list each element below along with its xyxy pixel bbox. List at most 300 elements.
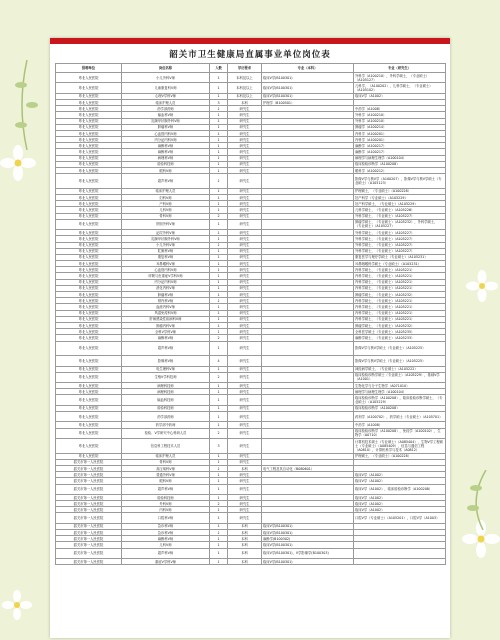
headcount-cell: 1 xyxy=(210,395,228,405)
headcount-cell: 1 xyxy=(210,236,228,242)
headcount-cell: 1 xyxy=(210,478,228,484)
unit-cell: 粤北人民医院 xyxy=(56,83,122,93)
undergrad-major-cell: 临床V学(B100301) xyxy=(262,83,354,93)
headcount-cell: 1 xyxy=(210,298,228,304)
post-name-cell: 高压氧科V师 xyxy=(122,465,210,471)
education-cell: 研究生 xyxy=(228,513,262,523)
headcount-cell: 1 xyxy=(210,383,228,389)
post-name-cell: 重症V学科V师 xyxy=(122,559,210,565)
undergrad-major-cell xyxy=(262,439,354,454)
headcount-cell: 1 xyxy=(210,73,228,83)
education-cell: 研究生 xyxy=(228,273,262,279)
headcount-cell: 4 xyxy=(210,356,228,366)
headcount-cell: 1 xyxy=(210,459,228,465)
education-cell: 研究生 xyxy=(228,366,262,372)
postgrad-major-cell: 内科学（A100201） xyxy=(354,137,446,143)
education-cell: 本科 xyxy=(228,536,262,542)
education-cell: 本科 xyxy=(228,559,262,565)
column-header: 专业（研究生） xyxy=(354,64,446,73)
post-name-cell: 心理V学科V师 xyxy=(122,93,210,99)
unit-cell: 粤北人民医院 xyxy=(56,254,122,260)
unit-cell: 粤北人民医院 xyxy=(56,285,122,291)
undergrad-major-cell xyxy=(262,428,354,438)
post-name-cell: 临床护理人员 xyxy=(122,99,210,105)
unit-cell: 粤北人民医院 xyxy=(56,174,122,189)
unit-cell: 粤北人民医院 xyxy=(56,412,122,422)
post-name-cell: 药学部中药师 xyxy=(122,422,210,428)
headcount-cell: 1 xyxy=(210,261,228,267)
education-cell: 研究生 xyxy=(228,106,262,112)
postgrad-major-cell: 影像V学与核V学硕士（专业硕士）（A105225） xyxy=(354,356,446,366)
leaf-decoration xyxy=(12,60,42,150)
post-name-cell: 麻醉科V师 xyxy=(122,536,210,542)
education-cell: 研究生 xyxy=(228,201,262,207)
headcount-cell: 1 xyxy=(210,273,228,279)
postgrad-major-cell xyxy=(354,548,446,558)
unit-cell: 粤北人民医院 xyxy=(56,372,122,382)
unit-cell: 韶关市第一人民医院 xyxy=(56,459,122,465)
postgrad-major-cell: 眼科学（A100212） xyxy=(354,168,446,174)
postgrad-major-cell: 外科学（A100210） xyxy=(354,118,446,124)
education-cell: 研究生 xyxy=(228,412,262,422)
unit-cell: 韶关市第一人民医院 xyxy=(56,494,122,500)
unit-cell: 粤北人民医院 xyxy=(56,73,122,83)
undergrad-major-cell xyxy=(262,341,354,356)
education-cell: 研究生 xyxy=(228,316,262,322)
headcount-cell: 1 xyxy=(210,405,228,411)
unit-cell: 粤北人民医院 xyxy=(56,298,122,304)
undergrad-major-cell: 临床V学(B100301) xyxy=(262,530,354,536)
headcount-cell: 1 xyxy=(210,230,228,236)
headcount-cell: 1 xyxy=(210,513,228,523)
headcount-cell: 1 xyxy=(210,188,228,194)
table-row xyxy=(56,548,446,558)
post-name-cell: 肾内科V师 xyxy=(122,298,210,304)
postgrad-major-cell: 口腔V学（专业硕士）（A105201），口腔V学（A1003） xyxy=(354,513,446,523)
column-header: 招聘单位 xyxy=(56,64,122,73)
post-name-cell: 小儿外科V师 xyxy=(122,73,210,83)
column-header: 人数 xyxy=(210,64,228,73)
unit-cell: 韶关市第一人民医院 xyxy=(56,548,122,558)
postgrad-major-cell: 肿瘤学硕士，（专业硕士）（A105232），外科学硕士，（专业硕士）（A105227） xyxy=(354,219,446,229)
headcount-cell: 1 xyxy=(210,292,228,298)
post-name-cell: 药学部药师 xyxy=(122,412,210,422)
education-cell: 研究生 xyxy=(228,494,262,500)
unit-cell: 粤北人民医院 xyxy=(56,112,122,118)
unit-cell: 粤北人民医院 xyxy=(56,161,122,167)
unit-cell: 粤北人民医院 xyxy=(56,267,122,273)
unit-cell: 粤北人民医院 xyxy=(56,118,122,124)
education-cell: 研究生 xyxy=(228,507,262,513)
headcount-cell: 1 xyxy=(210,523,228,529)
education-cell: 研究生 xyxy=(228,195,262,201)
postgrad-major-cell: 外科学硕士，（专业硕士）（A105227） xyxy=(354,230,446,236)
postgrad-major-cell: 麻醉学（A100217） xyxy=(354,149,446,155)
unit-cell: 粤北人民医院 xyxy=(56,149,122,155)
education-cell: 研究生 xyxy=(228,472,262,478)
unit-cell: 粤北人民医院 xyxy=(56,230,122,236)
postgrad-major-cell: 影像V学与核V学（A100207），影像V学与核V学硕士（专业硕士）（A105123） xyxy=(354,174,446,189)
post-name-cell: 泌尿外科V师 xyxy=(122,230,210,236)
postgrad-major-cell: 护理硕士，（专业硕士）（A100228） xyxy=(354,188,446,194)
headcount-cell: 1 xyxy=(210,484,228,494)
post-name-cell: 检验科技师 xyxy=(122,405,210,411)
post-name-cell: 麻醉科V师 xyxy=(122,149,210,155)
post-name-cell: 超声科V师 xyxy=(122,174,210,189)
table-row xyxy=(56,559,446,565)
headcount-cell: 1 xyxy=(210,219,228,229)
postgrad-major-cell: 临床检验诊断学（A100208），临床检验诊断学硕士，（专业硕士）（A105229） xyxy=(354,395,446,405)
postgrad-major-cell: 临床V学（A1002） xyxy=(354,472,446,478)
education-cell: 本科及以上 xyxy=(228,93,262,99)
unit-cell: 韶关市第一人民医院 xyxy=(56,465,122,471)
post-name-cell: 内科V师 xyxy=(122,507,210,513)
unit-cell: 粤北人民医院 xyxy=(56,383,122,389)
unit-cell: 粤北人民医院 xyxy=(56,124,122,130)
undergrad-major-cell: 临床V学(B100301) xyxy=(262,542,354,548)
postgrad-major-cell: 护理硕士，（专业硕士）（A100228） xyxy=(354,453,446,459)
post-name-cell: 病理科技师 xyxy=(122,389,210,395)
postgrad-major-cell: 临床V学（A1002） xyxy=(354,478,446,484)
education-cell: 本科 xyxy=(228,542,262,548)
post-name-cell: 内分泌内科V师 xyxy=(122,279,210,285)
flower-decoration-left xyxy=(0,145,36,181)
headcount-cell: 1 xyxy=(210,248,228,254)
unit-cell: 粤北人民医院 xyxy=(56,310,122,316)
headcount-cell: 2 xyxy=(210,213,228,219)
unit-cell: 粤北人民医院 xyxy=(56,201,122,207)
postgrad-major-cell: 临床V学（A1002） xyxy=(354,494,446,500)
education-cell: 研究生 xyxy=(228,459,262,465)
post-name-cell: 眼科V师 xyxy=(122,168,210,174)
postgrad-major-cell: 外科学硕士，（专业硕士）（A105227） xyxy=(354,213,446,219)
post-name-cell: 普通外科V师 xyxy=(122,472,210,478)
post-name-cell: 超声科V师 xyxy=(122,341,210,356)
postgrad-major-cell: 肿瘤学硕士，（专业硕士）（A105232） xyxy=(354,322,446,328)
postgrad-major-cell: 内科学（A100201） xyxy=(354,130,446,136)
post-name-cell: 检验科技师 xyxy=(122,161,210,167)
table-row xyxy=(56,513,446,523)
headcount-cell: 1 xyxy=(210,279,228,285)
unit-cell: 粤北人民医院 xyxy=(56,143,122,149)
post-name-cell: 肿瘤科V师 xyxy=(122,292,210,298)
education-cell: 研究生 xyxy=(228,356,262,366)
post-name-cell: 儿童康复科V师 xyxy=(122,83,210,93)
post-name-cell: 麻醉科V师 xyxy=(122,143,210,149)
post-name-cell: 急诊科V师 xyxy=(122,530,210,536)
post-name-cell: 全科V学科V师 xyxy=(122,329,210,335)
education-cell: 研究生 xyxy=(228,261,262,267)
flower-decoration-right xyxy=(466,270,498,302)
table-header-row xyxy=(56,64,446,73)
undergrad-major-cell xyxy=(262,395,354,405)
education-cell: 本科 xyxy=(228,548,262,558)
headcount-cell: 1 xyxy=(210,329,228,335)
education-cell: 本科 xyxy=(228,523,262,529)
post-name-cell: 输血科技师 xyxy=(122,395,210,405)
post-name-cell: 康复科V师 xyxy=(122,254,210,260)
post-name-cell: 临床护理人员 xyxy=(122,453,210,459)
table-row xyxy=(56,372,446,382)
education-cell: 研究生 xyxy=(228,267,262,273)
column-header: 学历要求 xyxy=(228,64,262,73)
headcount-cell: 1 xyxy=(210,201,228,207)
education-cell: 研究生 xyxy=(228,335,262,341)
education-cell: 研究生 xyxy=(228,118,262,124)
undergrad-major-cell xyxy=(262,174,354,189)
education-cell: 研究生 xyxy=(228,248,262,254)
postgrad-major-cell: 临床检验诊断学（A100208） xyxy=(354,161,446,167)
headcount-cell: 1 xyxy=(210,548,228,558)
postgrad-major-cell: 妇产科学硕士，（专业硕士）（A105229） xyxy=(354,201,446,207)
headcount-cell: 1 xyxy=(210,453,228,459)
education-cell: 研究生 xyxy=(228,155,262,161)
unit-cell: 粤北人民医院 xyxy=(56,207,122,213)
table-row xyxy=(56,174,446,189)
education-cell: 研究生 xyxy=(228,304,262,310)
unit-cell: 粤北人民医院 xyxy=(56,395,122,405)
postgrad-major-cell: 临床检验诊断学（A100208），免疫学（A100102），生物学（A0710） xyxy=(354,428,446,438)
unit-cell: 粤北人民医院 xyxy=(56,219,122,229)
undergrad-major-cell: 临床V学(B100301) xyxy=(262,559,354,565)
postgrad-major-cell: 内科学硕士，（专业硕士）（A105221） xyxy=(354,273,446,279)
postgrad-major-cell: 内科学硕士，（专业硕士）（A105221） xyxy=(354,279,446,285)
post-name-cell: 临床护理人员 xyxy=(122,188,210,194)
undergrad-major-cell: 临床V学(B100301) xyxy=(262,73,354,83)
unit-cell: 粤北人民医院 xyxy=(56,168,122,174)
post-name-cell: 乳腺甲状腺外科V师 xyxy=(122,236,210,242)
education-cell: 研究生 xyxy=(228,242,262,248)
post-name-cell: 输血科V师 xyxy=(122,112,210,118)
unit-cell: 粤北人民医院 xyxy=(56,335,122,341)
post-name-cell: 小儿外科V师 xyxy=(122,242,210,248)
education-cell: 研究生 xyxy=(228,329,262,335)
postgrad-major-cell: 内科学硕士，（专业硕士）（A105221） xyxy=(354,304,446,310)
headcount-cell: 1 xyxy=(210,465,228,471)
education-cell: 研究生 xyxy=(228,254,262,260)
post-name-cell: 口腔科V师 xyxy=(122,513,210,523)
headcount-cell: 1 xyxy=(210,310,228,316)
headcount-cell: 1 xyxy=(210,242,228,248)
education-cell: 研究生 xyxy=(228,439,262,454)
headcount-cell: 1 xyxy=(210,507,228,513)
post-name-cell: 病理科V师 xyxy=(122,155,210,161)
education-cell: 研究生 xyxy=(228,230,262,236)
headcount-cell: 1 xyxy=(210,143,228,149)
post-name-cell: 肝病感染性疾病科V师 xyxy=(122,316,210,322)
education-cell: 研究生 xyxy=(228,207,262,213)
headcount-cell: 1 xyxy=(210,124,228,130)
undergrad-major-cell: 电气工程及其自动化（B080601） xyxy=(262,465,354,471)
headcount-cell: 1 xyxy=(210,168,228,174)
post-name-cell: 乳腺甲状腺外科V师 xyxy=(122,118,210,124)
headcount-cell: 1 xyxy=(210,366,228,372)
postgrad-major-cell: 中药学（A1008） xyxy=(354,422,446,428)
postgrad-major-cell: 儿科学，（A100202），儿科学硕士，（专业硕士）（A105102） xyxy=(354,83,446,93)
unit-cell: 粤北人民医院 xyxy=(56,439,122,454)
undergrad-major-cell: 临床V学(B100301) xyxy=(262,93,354,99)
education-cell: 研究生 xyxy=(228,174,262,189)
postgrad-major-cell: 外科学硕士，（专业硕士）（A105227） xyxy=(354,236,446,242)
education-cell: 研究生 xyxy=(228,188,262,194)
postgrad-major-cell: 外科学（A100210） xyxy=(354,112,446,118)
postgrad-major-cell: 临床检验诊断学（A100208） xyxy=(354,405,446,411)
table-row xyxy=(56,356,446,366)
unit-cell: 粤北人民医院 xyxy=(56,155,122,161)
table-row xyxy=(56,439,446,454)
undergrad-major-cell xyxy=(262,412,354,422)
postgrad-major-cell: 药剂学（A100702），药学硕士（专业硕士）（A105701） xyxy=(354,412,446,422)
education-cell: 本科及以上 xyxy=(228,73,262,83)
postgrad-major-cell: 儿科学硕士，（专业硕士）（A105226） xyxy=(354,207,446,213)
headcount-cell: 1 xyxy=(210,494,228,500)
headcount-cell: 1 xyxy=(210,285,228,291)
leaf-decoration-right xyxy=(458,470,488,530)
unit-cell: 粤北人民医院 xyxy=(56,356,122,366)
unit-cell: 韶关市第一人民医院 xyxy=(56,542,122,548)
postgrad-major-cell: 内科学硕士，（专业硕士）（A105221） xyxy=(354,298,446,304)
postgrad-major-cell: 内科学硕士，（专业硕士）（A105221） xyxy=(354,316,446,322)
headcount-cell: 1 xyxy=(210,559,228,565)
post-name-cell: 影像科V师 xyxy=(122,356,210,366)
unit-cell: 粤北人民医院 xyxy=(56,261,122,267)
postgrad-major-cell: 病理学与病理生理学（A100104） xyxy=(354,389,446,395)
postgrad-major-cell: 内科学硕士，（专业硕士）（A105221） xyxy=(354,310,446,316)
headcount-cell: 1 xyxy=(210,174,228,189)
education-cell: 研究生 xyxy=(228,310,262,316)
post-name-cell: 病理科技师 xyxy=(122,383,210,389)
post-name-cell: 肿瘤内科V师 xyxy=(122,322,210,328)
post-name-cell: 电生理科V师 xyxy=(122,366,210,372)
education-cell: 研究生 xyxy=(228,383,262,389)
education-cell: 研究生 xyxy=(228,279,262,285)
undergrad-major-cell xyxy=(262,484,354,494)
document-title: 韶关市卫生健康局直属事业单位岗位表 xyxy=(169,50,331,60)
postgrad-major-cell: 妇产科学（专业硕士）（A105229） xyxy=(354,195,446,201)
post-name-cell: 急诊科V师 xyxy=(122,523,210,529)
postgrad-major-cell: 麻醉学（A100217） xyxy=(354,143,446,149)
undergrad-major-cell xyxy=(262,513,354,523)
postgrad-major-cell: 病理学与病理生理学（A100104） xyxy=(354,155,446,161)
flower-decoration-bottom-left xyxy=(2,590,32,620)
education-cell: 研究生 xyxy=(228,298,262,304)
education-cell: 研究生 xyxy=(228,484,262,494)
post-name-cell: 生殖V学科技师 xyxy=(122,372,210,382)
unit-cell: 韶关市第一人民医院 xyxy=(56,501,122,507)
table-row xyxy=(56,484,446,494)
headcount-cell: 1 xyxy=(210,112,228,118)
headcount-cell: 1 xyxy=(210,530,228,536)
postgrad-major-cell: 耳鼻咽喉科学硕士（专业硕士）（A105231） xyxy=(354,261,446,267)
headcount-cell: 2 xyxy=(210,428,228,438)
headcount-cell: 1 xyxy=(210,536,228,542)
document-sheet xyxy=(50,38,450,638)
postgrad-major-cell: 临床V学（A1002） xyxy=(354,507,446,513)
unit-cell: 韶关市第一人民医院 xyxy=(56,530,122,536)
unit-cell: 粤北人民医院 xyxy=(56,453,122,459)
education-cell: 研究生 xyxy=(228,389,262,395)
post-name-cell: 内分泌内科V师 xyxy=(122,137,210,143)
postgrad-major-cell: 临床V学（A1002） xyxy=(354,93,446,99)
education-cell: 研究生 xyxy=(228,501,262,507)
column-header: 岗位名称 xyxy=(122,64,210,73)
unit-cell: 粤北人民医院 xyxy=(56,389,122,395)
table-row xyxy=(56,219,446,229)
postgrad-major-cell: 影像V学与核V学硕士（专业硕士）（A105225） xyxy=(354,341,446,356)
table-row xyxy=(56,73,446,83)
unit-cell: 粤北人民医院 xyxy=(56,137,122,143)
unit-cell: 粤北人民医院 xyxy=(56,273,122,279)
unit-cell: 粤北人民医院 xyxy=(56,236,122,242)
education-cell: 研究生 xyxy=(228,130,262,136)
education-cell: 研究生 xyxy=(228,422,262,428)
post-name-cell: 药学部药师 xyxy=(122,106,210,112)
postgrad-major-cell: 临床检验诊断学硕士（专业硕士）（A105229），基础V学（A1001） xyxy=(354,372,446,382)
education-cell: 研究生 xyxy=(228,137,262,143)
postgrad-major-cell: 外科学（A100210），外科学硕士，（专业硕士）（A105127） xyxy=(354,73,446,83)
post-name-cell: 检验科技师 xyxy=(122,494,210,500)
education-cell: 研究生 xyxy=(228,219,262,229)
unit-cell: 粤北人民医院 xyxy=(56,405,122,411)
education-cell: 研究生 xyxy=(228,168,262,174)
headcount-cell: 1 xyxy=(210,207,228,213)
unit-cell: 粤北人民医院 xyxy=(56,304,122,310)
undergrad-major-cell: 临床V学(B100301) xyxy=(262,523,354,529)
headcount-cell: 2 xyxy=(210,501,228,507)
postgrad-major-cell: 肿瘤学硕士，（专业硕士）（A105232） xyxy=(354,292,446,298)
headcount-cell: 1 xyxy=(210,422,228,428)
post-name-cell: 肝胆外科V师 xyxy=(122,219,210,229)
post-name-cell: 心血管内科V师 xyxy=(122,267,210,273)
post-name-cell: 血液内科V师 xyxy=(122,304,210,310)
unit-cell: 粤北人民医院 xyxy=(56,322,122,328)
unit-cell: 韶关市第一人民医院 xyxy=(56,478,122,484)
postgrad-major-cell: 临床V学（A1002），临床检验诊断学（A100208） xyxy=(354,484,446,494)
positions-table xyxy=(55,63,446,565)
headcount-cell: 1 xyxy=(210,267,228,273)
headcount-cell: 3 xyxy=(210,99,228,105)
unit-cell: 韶关市第一人民医院 xyxy=(56,472,122,478)
postgrad-major-cell: 外科学硕士，（专业硕士）（A105227） xyxy=(354,248,446,254)
headcount-cell: 1 xyxy=(210,254,228,260)
table-row xyxy=(56,412,446,422)
education-cell: 研究生 xyxy=(228,213,262,219)
post-name-cell: 检验、V学研究中心科研人员 xyxy=(122,428,210,438)
education-cell: 研究生 xyxy=(228,285,262,291)
post-name-cell: 产科V师 xyxy=(122,201,210,207)
education-cell: 研究生 xyxy=(228,124,262,130)
undergrad-major-cell xyxy=(262,356,354,366)
postgrad-major-cell xyxy=(354,559,446,565)
headcount-cell: 1 xyxy=(210,322,228,328)
unit-cell: 粤北人民医院 xyxy=(56,428,122,438)
unit-cell: 粤北人民医院 xyxy=(56,329,122,335)
education-cell: 研究生 xyxy=(228,341,262,356)
post-name-cell: 消化内科V师 xyxy=(122,285,210,291)
unit-cell: 粤北人民医院 xyxy=(56,422,122,428)
post-name-cell: 超声科V师 xyxy=(122,548,210,558)
headcount-cell: 1 xyxy=(210,316,228,322)
education-cell: 研究生 xyxy=(228,405,262,411)
unit-cell: 粤北人民医院 xyxy=(56,195,122,201)
unit-cell: 粤北人民医院 xyxy=(56,316,122,322)
education-cell: 本科及以上 xyxy=(228,83,262,93)
table-body xyxy=(56,73,446,565)
post-name-cell: 超声科V师 xyxy=(122,484,210,494)
column-header: 专业（本科） xyxy=(262,64,354,73)
education-cell: 本科 xyxy=(228,465,262,471)
education-cell: 研究生 xyxy=(228,453,262,459)
